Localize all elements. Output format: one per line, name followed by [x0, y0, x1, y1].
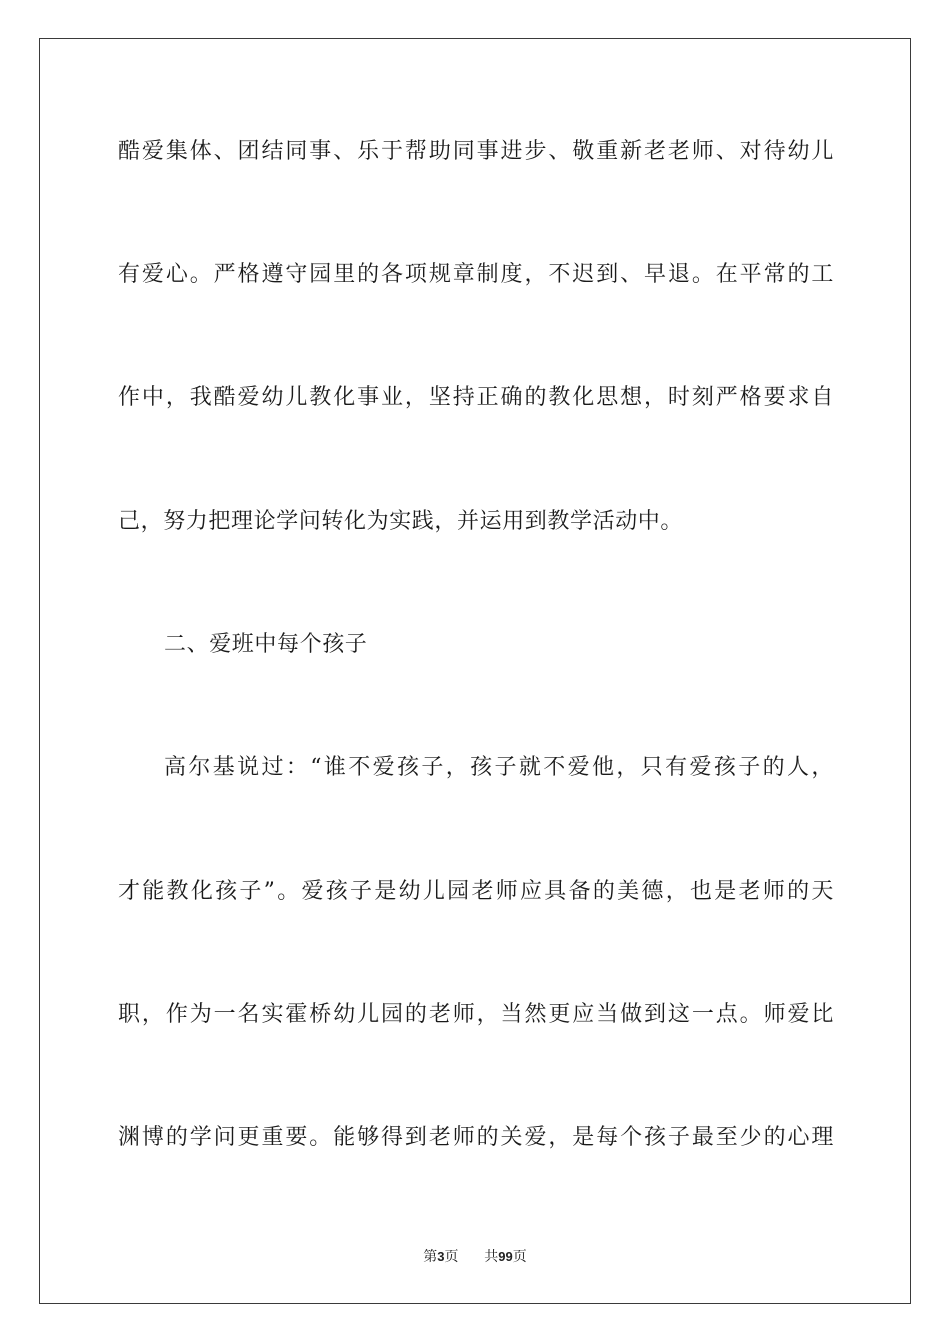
page-number: 3: [437, 1249, 445, 1264]
total-prefix: 共: [484, 1249, 499, 1265]
paragraph-line: 有爱心。严格遵守园里的各项规章制度，不迟到、早退。在平常的工: [118, 262, 834, 287]
paragraph-line: 己，努力把理论学问转化为实践，并运用到教学活动中。: [118, 509, 684, 534]
paragraph-line: 职，作为一名实霍桥幼儿园的老师，当然更应当做到这一点。师爱比: [118, 1002, 834, 1027]
paragraph-line: 高尔基说过：“谁不爱孩子，孩子就不爱他，只有爱孩子的人，: [164, 755, 834, 780]
page-footer: [0, 1248, 950, 1266]
section-heading: 二、爱班中每个孩子: [164, 632, 368, 657]
page-border: [39, 38, 911, 1304]
total-suffix: 页: [512, 1249, 527, 1265]
paragraph-line: 才能教化孩子”。爱孩子是幼儿园老师应具备的美德，也是老师的天: [118, 879, 834, 904]
total-pages: 99: [498, 1249, 513, 1264]
page-suffix: 页: [444, 1249, 459, 1265]
paragraph-line: 渊博的学问更重要。能够得到老师的关爱，是每个孩子最至少的心理: [118, 1125, 834, 1150]
page-prefix: 第: [423, 1249, 438, 1265]
paragraph-line: 酷爱集体、团结同事、乐于帮助同事进步、敬重新老老师、对待幼儿: [118, 139, 834, 164]
paragraph-line: 作中，我酷爱幼儿教化事业，坚持正确的教化思想，时刻严格要求自: [118, 385, 834, 410]
